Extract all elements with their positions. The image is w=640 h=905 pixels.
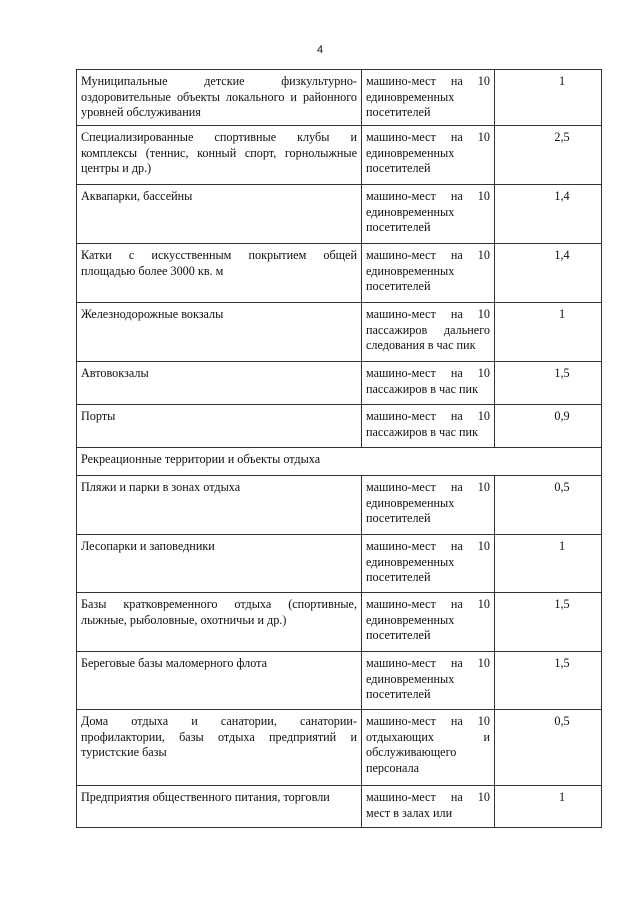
table-row (77, 710, 602, 786)
object-type-cell: Железнодорожные вокзалы (77, 303, 362, 362)
object-type-cell: Аквапарки, бассейны (77, 185, 362, 244)
unit-cell: машино-мест на 10 единовременных посетителей (362, 652, 495, 710)
page-number: 4 (316, 44, 324, 56)
object-type-cell: Автовокзалы (77, 362, 362, 405)
table-row (77, 535, 602, 593)
value-cell: 1 (495, 70, 602, 126)
object-type-cell: Предприятия общественного питания, торговли (77, 786, 362, 828)
unit-cell: машино-мест на 10 мест в залах или (362, 786, 495, 828)
table-row (77, 652, 602, 710)
value-cell: 1 (495, 535, 602, 593)
value-cell: 1,4 (495, 244, 602, 303)
table-row (77, 303, 602, 362)
unit-cell: машино-мест на 10 отдыхающих и обслуживающего персонала (362, 710, 495, 786)
value-cell: 1,5 (495, 652, 602, 710)
value-cell: 1 (495, 786, 602, 828)
object-type-cell: Катки с искусственным покрытием общей площадью более 3000 кв. м (77, 244, 362, 303)
unit-cell: машино-мест на 10 единовременных посетителей (362, 535, 495, 593)
unit-cell: машино-мест на 10 единовременных посетителей (362, 476, 495, 535)
table-row (77, 126, 602, 185)
object-type-cell: Специализированные спортивные клубы и комплексы (теннис, конный спорт, горнолыжные центры и др.) (77, 126, 362, 185)
object-type-cell: Порты (77, 405, 362, 448)
unit-cell: машино-мест на 10 единовременных посетителей (362, 185, 495, 244)
value-cell: 1 (495, 303, 602, 362)
unit-cell: машино-мест на 10 пассажиров в час пик (362, 362, 495, 405)
value-cell: 2,5 (495, 126, 602, 185)
table-row (77, 405, 602, 448)
value-cell: 1,5 (495, 362, 602, 405)
unit-cell: машино-мест на 10 единовременных посетителей (362, 244, 495, 303)
unit-cell: машино-мест на 10 пассажиров дальнего следования в час пик (362, 303, 495, 362)
value-cell: 1,4 (495, 185, 602, 244)
value-cell: 0,9 (495, 405, 602, 448)
section-title: Рекреационные территории и объекты отдыха (77, 448, 602, 476)
table-row (77, 786, 602, 828)
value-cell: 0,5 (495, 476, 602, 535)
section-row (77, 448, 602, 476)
table-row (77, 185, 602, 244)
object-type-cell: Пляжи и парки в зонах отдыха (77, 476, 362, 535)
object-type-cell: Базы кратковременного отдыха (спортивные, лыжные, рыболовные, охотничьи и др.) (77, 593, 362, 652)
table-row (77, 244, 602, 303)
parking-norms-table (76, 69, 602, 828)
unit-cell: машино-мест на 10 единовременных посетителей (362, 593, 495, 652)
table-row (77, 476, 602, 535)
object-type-cell: Береговые базы маломерного флота (77, 652, 362, 710)
object-type-cell: Лесопарки и заповедники (77, 535, 362, 593)
object-type-cell: Муниципальные детские физкультурно-оздоровительные объекты локального и районного уровней обслуживания (77, 70, 362, 126)
table-row (77, 70, 602, 126)
object-type-cell: Дома отдыха и санатории, санатории-профилактории, базы отдыха предприятий и туристские базы (77, 710, 362, 786)
unit-cell: машино-мест на 10 единовременных посетителей (362, 126, 495, 185)
unit-cell: машино-мест на 10 единовременных посетителей (362, 70, 495, 126)
value-cell: 1,5 (495, 593, 602, 652)
table-row (77, 593, 602, 652)
table-row (77, 362, 602, 405)
value-cell: 0,5 (495, 710, 602, 786)
unit-cell: машино-мест на 10 пассажиров в час пик (362, 405, 495, 448)
